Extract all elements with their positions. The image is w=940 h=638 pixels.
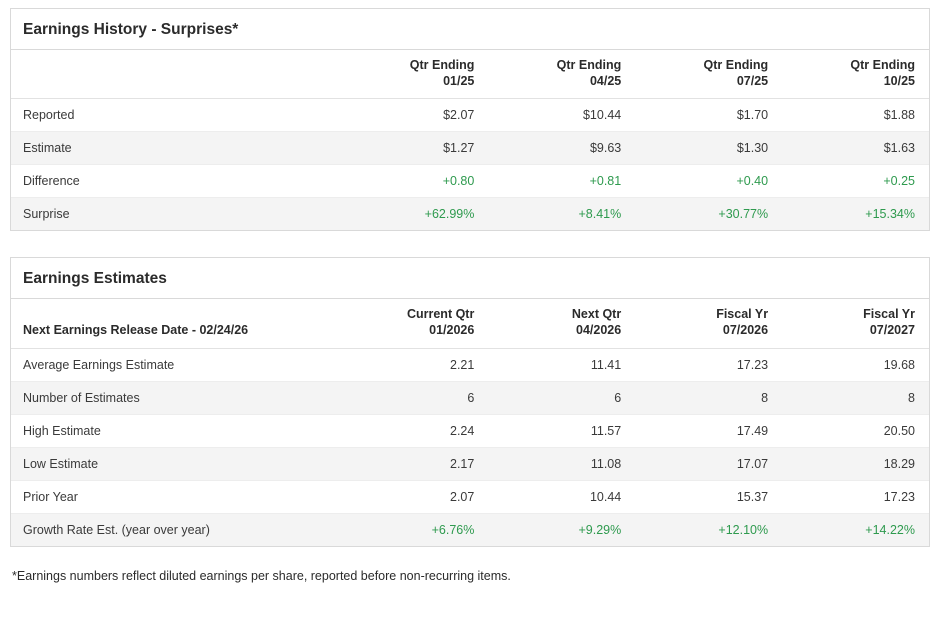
row-value: +15.34% [782,198,929,231]
row-value: 8 [782,381,929,414]
row-label: Surprise [11,198,341,231]
row-value: 19.68 [782,348,929,381]
earnings-estimates-panel [10,257,930,546]
table-row [11,198,929,231]
estimates-column-header-4-top: Fiscal Yr [863,307,915,322]
surprises-column-header-3-top: Qtr Ending [703,58,769,73]
surprises-column-header-4-top: Qtr Ending [850,58,915,73]
row-label: Growth Rate Est. (year over year) [11,513,341,546]
row-label: High Estimate [11,414,341,447]
row-value: 2.24 [341,414,488,447]
row-value: 15.37 [635,480,782,513]
row-value: +12.10% [635,513,782,546]
estimates-column-header-1-top: Current Qtr [406,307,475,322]
row-value: 2.17 [341,447,488,480]
estimates-column-header-4-sub: 07/2027 [869,322,915,337]
row-label: Prior Year [11,480,341,513]
row-label: Estimate [11,132,341,165]
row-value: $1.63 [782,132,929,165]
estimates-column-header-4 [782,299,929,348]
surprises-table [11,50,929,230]
row-value: 17.23 [635,348,782,381]
table-row [11,348,929,381]
table-row [11,132,929,165]
surprises-column-header-1-sub: 01/25 [443,73,475,88]
table-row [11,480,929,513]
estimates-column-header-3-sub: 07/2026 [722,322,769,337]
surprises-column-header-4-sub: 10/25 [883,73,915,88]
surprises-column-header-2-sub: 04/25 [589,73,622,88]
row-value: +14.22% [782,513,929,546]
row-value: $9.63 [488,132,635,165]
surprises-column-header-1 [341,50,488,99]
row-value: $2.07 [341,99,488,132]
surprises-column-header-2-top: Qtr Ending [556,58,622,73]
row-label: Difference [11,165,341,198]
row-value: +6.76% [341,513,488,546]
estimates-table [11,299,929,545]
estimates-column-header-1-sub: 01/2026 [429,322,475,337]
estimates-title: Earnings Estimates [11,258,929,299]
row-value: 11.08 [488,447,635,480]
row-value: $1.30 [635,132,782,165]
row-value: 17.07 [635,447,782,480]
row-value: 6 [341,381,488,414]
row-value: 18.29 [782,447,929,480]
row-label: Reported [11,99,341,132]
row-label: Average Earnings Estimate [11,348,341,381]
next-earnings-release-date: Next Earnings Release Date - 02/24/26 [11,299,341,348]
table-row [11,165,929,198]
estimates-column-header-2-top: Next Qtr [571,307,622,322]
row-value: 10.44 [488,480,635,513]
surprises-column-header-2 [488,50,635,99]
estimates-column-header-2 [488,299,635,348]
table-row [11,513,929,546]
row-value: 8 [635,381,782,414]
table-row [11,414,929,447]
row-value: $1.27 [341,132,488,165]
table-row [11,99,929,132]
row-value: 6 [488,381,635,414]
estimates-column-header-3-top: Fiscal Yr [716,307,769,322]
surprises-header-row [11,50,929,99]
row-value: 20.50 [782,414,929,447]
row-value: +9.29% [488,513,635,546]
row-value: $1.70 [635,99,782,132]
row-value: 17.49 [635,414,782,447]
row-label: Low Estimate [11,447,341,480]
row-value: +62.99% [341,198,488,231]
row-value: $10.44 [488,99,635,132]
row-value: +0.25 [782,165,929,198]
earnings-history-surprises-panel [10,8,930,231]
surprises-column-header-3-sub: 07/25 [736,73,769,88]
surprises-column-header-3 [635,50,782,99]
table-row [11,447,929,480]
footnote: *Earnings numbers reflect diluted earnings per share, reported before non-recurring items. [12,568,511,583]
surprises-column-header-1-top: Qtr Ending [409,58,475,73]
row-value: +0.81 [488,165,635,198]
row-label: Number of Estimates [11,381,341,414]
estimates-header-row [11,299,929,348]
surprises-header-blank [11,50,341,99]
row-value: +0.40 [635,165,782,198]
row-value: +0.80 [341,165,488,198]
table-row [11,381,929,414]
row-value: 2.07 [341,480,488,513]
panel-spacer [10,231,930,257]
row-value: 2.21 [341,348,488,381]
estimates-column-header-2-sub: 04/2026 [576,322,622,337]
row-value: +8.41% [488,198,635,231]
row-value: $1.88 [782,99,929,132]
row-value: 11.41 [488,348,635,381]
row-value: 11.57 [488,414,635,447]
row-value: 17.23 [782,480,929,513]
surprises-column-header-4 [782,50,929,99]
page-title: Earnings History - Surprises* [11,9,929,50]
estimates-column-header-1 [341,299,488,348]
estimates-column-header-3 [635,299,782,348]
row-value: +30.77% [635,198,782,231]
